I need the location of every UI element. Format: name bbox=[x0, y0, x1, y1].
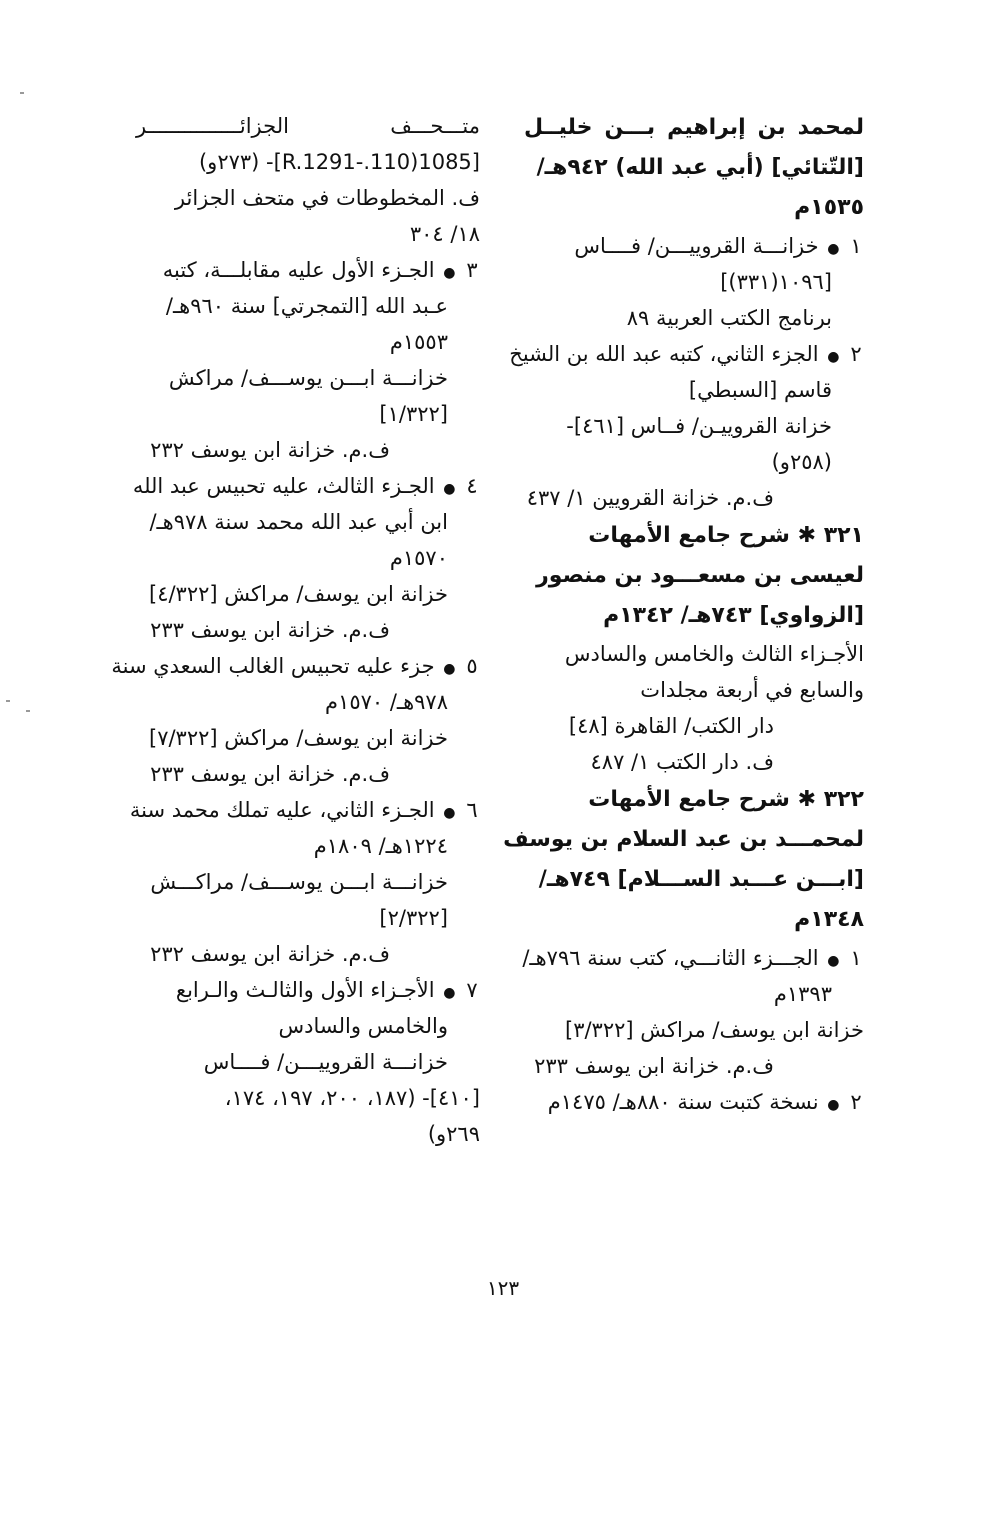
list-item bbox=[524, 228, 864, 264]
item-text: خزانة ابن يوسف/ مراكش [٧/٣٢٢] bbox=[148, 726, 448, 750]
item-number: ٢ bbox=[850, 1090, 862, 1114]
item-text: ف.م. خزانة ابن يوسف ٢٣٢ bbox=[150, 438, 390, 462]
item-number: ٢ bbox=[850, 342, 862, 366]
bullet-icon: ● bbox=[827, 953, 840, 969]
author-line: ١٣٤٨م bbox=[794, 907, 864, 932]
item-text: خزانـــة ابـــن يوســـف/ مراكش bbox=[168, 366, 448, 390]
item-text: الجزء الثاني، كتبه عبد الله بن الشيخ bbox=[509, 342, 819, 366]
item-text: قاسم [السبطي] bbox=[688, 378, 832, 402]
item-text: ١٣٩٣م bbox=[773, 982, 832, 1006]
right-column bbox=[503, 108, 864, 1120]
item-text: [١٠٩٦(٣٣١)] bbox=[720, 270, 832, 294]
entry-text: [1085(110.-R.1291]- (٢٧٣و) bbox=[198, 150, 480, 174]
author-line: [التّتائي] (أبي عبد الله) ٩٤٢هـ/ bbox=[536, 155, 864, 180]
item-text: برنامج الكتب العربية ٨٩ bbox=[626, 306, 832, 330]
item-text: ٢٦٩و) bbox=[427, 1122, 480, 1146]
author-line: لمحمد بن إبراهيم بـــن خليــل bbox=[524, 115, 864, 140]
left-column bbox=[111, 108, 480, 1152]
list-item bbox=[136, 252, 480, 288]
list-item bbox=[524, 940, 864, 976]
item-text: ف.م. خزانة ابن يوسف ٢٣٣ bbox=[534, 1054, 774, 1078]
bullet-icon: ● bbox=[827, 1097, 840, 1113]
bullet-icon: ● bbox=[443, 985, 456, 1001]
list-item bbox=[509, 336, 864, 372]
list-item bbox=[132, 468, 480, 504]
item-number: ٥ bbox=[466, 654, 478, 678]
item-text: خزانـــة القروييـــن/ فــــاس bbox=[574, 234, 819, 258]
item-text: ٩٧٨هـ/ ١٥٧٠م bbox=[325, 690, 448, 714]
list-item bbox=[524, 1084, 864, 1120]
bullet-icon: ● bbox=[443, 481, 456, 497]
item-number: ٧ bbox=[466, 978, 478, 1002]
bullet-icon: ● bbox=[827, 241, 840, 257]
item-text: خزانـــة القروييـــن/ فــــاس bbox=[203, 1050, 448, 1074]
item-text: الجـزء الأول عليه مقابلـــة، كتبه bbox=[162, 258, 435, 282]
item-text: ف.م. خزانة ابن يوسف ٢٣٢ bbox=[150, 942, 390, 966]
item-text: الجـزء الثاني، عليه تملك محمد سنة bbox=[129, 798, 435, 822]
author-line: لعيسى بن مسعـــود بن منصور bbox=[536, 563, 864, 588]
item-text: [١/٣٢٢] bbox=[379, 402, 448, 426]
item-number: ١ bbox=[850, 234, 862, 258]
entry-text: دار الكتب/ القاهرة [٤٨] bbox=[568, 714, 774, 738]
entry-heading: ٣٢٢ ✱ شرح جامع الأمهات bbox=[588, 787, 864, 812]
list-item bbox=[129, 792, 480, 828]
entry-text: ف. دار الكتب ١/ ٤٨٧ bbox=[590, 750, 774, 774]
item-text: الأجـزاء الأول والثالـث والـرابع bbox=[175, 978, 435, 1002]
item-text: جزء عليه تحبيس الغالب السعدي سنة bbox=[111, 654, 435, 678]
item-text: خزانة ابن يوسف/ مراكش [٤/٣٢٢] bbox=[148, 582, 448, 606]
list-item bbox=[111, 648, 480, 684]
bullet-icon: ● bbox=[443, 805, 456, 821]
item-text: الجـــزء الثانـــي، كتب سنة ٧٩٦هـ/ bbox=[522, 946, 819, 970]
author-line: [ابـــن عـــبد الســـلام] ٧٤٩هـ/ bbox=[538, 867, 864, 892]
scan-mark bbox=[6, 700, 10, 702]
item-text: (٢٥٨و) bbox=[771, 450, 832, 474]
scan-mark bbox=[26, 710, 30, 712]
author-line: لمحمـــد بن عبد السلام بن يوسف bbox=[503, 827, 864, 852]
item-text: نسخة كتبت سنة ٨٨٠هـ/ ١٤٧٥م bbox=[547, 1090, 819, 1114]
item-text: ف.م. خزانة ابن يوسف ٢٣٣ bbox=[150, 618, 390, 642]
item-text: ١٥٥٣م bbox=[389, 330, 448, 354]
item-text: الجـزء الثالث، عليه تحبيس عبد الله bbox=[132, 474, 435, 498]
entry-heading: ٣٢١ ✱ شرح جامع الأمهات bbox=[588, 523, 864, 548]
item-text: [٤١٠]- (١٨٧، ٢٠٠، ١٩٧، ١٧٤، bbox=[224, 1086, 480, 1110]
item-text: عـبد الله [التمجرتي] سنة ٩٦٠هـ/ bbox=[165, 294, 448, 318]
item-text: ١٥٧٠م bbox=[389, 546, 448, 570]
entry-text: ف. المخطوطات في متحف الجزائر bbox=[174, 186, 480, 210]
author-line: ١٥٣٥م bbox=[794, 195, 864, 220]
item-text: ف.م. خزانة القرويين ١/ ٤٣٧ bbox=[526, 486, 774, 510]
bullet-icon: ● bbox=[443, 661, 456, 677]
item-text: [٢/٣٢٢] bbox=[379, 906, 448, 930]
entry-text: متـــحـــف الجزائـــــــــــــــر bbox=[136, 114, 480, 138]
entry-text: الأجـزاء الثالث والخامس والسادس bbox=[564, 642, 864, 666]
entry-text: والسابع في أربعة مجلدات bbox=[640, 678, 864, 702]
item-number: ٦ bbox=[466, 798, 478, 822]
item-text: خزانة ابن يوسف/ مراكش [٣/٣٢٢] bbox=[564, 1018, 864, 1042]
item-text: خزانة القروييـن/ فــاس [٤٦١]- bbox=[566, 414, 832, 438]
item-number: ١ bbox=[850, 946, 862, 970]
item-text: ١٢٢٤هـ/ ١٨٠٩م bbox=[313, 834, 448, 858]
page-number: ١٢٣ bbox=[486, 1276, 520, 1300]
bullet-icon: ● bbox=[443, 265, 456, 281]
item-number: ٤ bbox=[466, 474, 478, 498]
bullet-icon: ● bbox=[827, 349, 840, 365]
item-number: ٣ bbox=[466, 258, 478, 282]
item-text: ابن أبي عبد الله محمد سنة ٩٧٨هـ/ bbox=[149, 510, 448, 534]
scan-mark bbox=[20, 92, 24, 94]
item-text: خزانـــة ابـــن يوســـف/ مراكـــش bbox=[150, 870, 448, 894]
entry-text: ١٨/ ٣٠٤ bbox=[409, 222, 480, 246]
author-line: [الزواوي] ٧٤٣هـ/ ١٣٤٢م bbox=[603, 603, 864, 628]
list-item bbox=[136, 972, 480, 1008]
item-text: والخامس والسادس bbox=[278, 1014, 448, 1038]
item-text: ف.م. خزانة ابن يوسف ٢٣٣ bbox=[150, 762, 390, 786]
